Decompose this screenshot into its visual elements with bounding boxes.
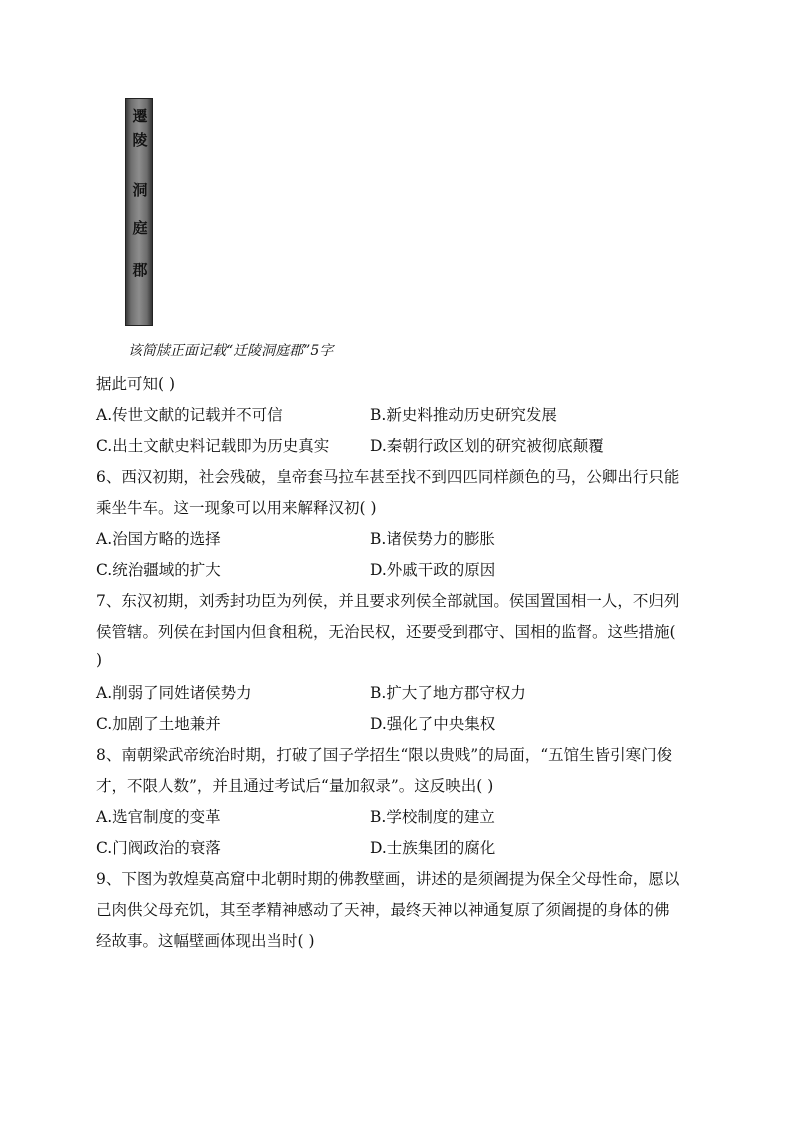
q6-option-b: B.诸侯势力的膨胀: [370, 530, 495, 548]
q5-option-c: C.出土文献史料记载即为历史真实: [96, 437, 330, 455]
q6-stem-line2: 乘坐牛车。这一现象可以用来解释汉初( ): [96, 499, 377, 517]
q8-option-a: A.选官制度的变革: [96, 808, 221, 826]
slip-char-1: 遷: [132, 107, 148, 125]
q7-option-c: C.加剧了土地兼并: [96, 715, 221, 733]
q6-stem-line1: 6、西汉初期，社会残破，皇帝套马拉车甚至找不到四匹同样颜色的马，公卿出行只能: [96, 468, 680, 486]
q7-option-a: A.削弱了同姓诸侯势力: [96, 684, 252, 702]
q5-option-a: A.传世文献的记载并不可信: [96, 406, 283, 424]
bamboo-slip-image: [125, 98, 153, 326]
image-caption: 该简牍正面记载“迁陵洞庭郡”5字: [128, 343, 334, 359]
slip-char-4: 庭: [132, 219, 148, 237]
q9-stem-line3: 经故事。这幅壁画体现出当时( ): [96, 932, 315, 950]
q8-option-c: C.门阀政治的衰落: [96, 839, 221, 857]
q6-option-d: D.外戚干政的原因: [370, 561, 496, 579]
slip-char-5: 郡: [132, 261, 148, 279]
q5-option-b: B.新史料推动历史研究发展: [370, 406, 557, 424]
q8-stem-line2: 才，不限人数”，并且通过考试后“量加叙录”。这反映出( ): [96, 777, 494, 795]
slip-char-2: 陵: [132, 131, 148, 149]
q8-stem-line1: 8、南朝梁武帝统治时期，打破了国子学招生“限以贵贱”的局面，“五馆生皆引寒门俊: [96, 746, 673, 764]
q9-stem-line2: 己肉供父母充饥，其至孝精神感动了天神，最终天神以神通复原了须阇提的身体的佛: [96, 901, 670, 919]
q7-stem-line1: 7、东汉初期，刘秀封功臣为列侯，并且要求列侯全部就国。侯国置国相一人，不归列: [96, 592, 680, 610]
q9-stem-line1: 9、下图为敦煌莫高窟中北朝时期的佛教壁画，讲述的是须阇提为保全父母性命，愿以: [96, 870, 680, 888]
q8-option-d: D.士族集团的腐化: [370, 839, 496, 857]
q7-option-d: D.强化了中央集权: [370, 715, 496, 733]
q7-stem-line2: 侯管辖。列侯在封国内但食租税，无治民权，还要受到郡守、国相的监督。这些措施(: [96, 623, 676, 641]
q8-option-b: B.学校制度的建立: [370, 808, 495, 826]
slip-char-3: 洞: [132, 181, 148, 199]
q6-option-a: A.治国方略的选择: [96, 530, 221, 548]
q7-stem-line3: ): [96, 651, 103, 669]
q7-option-b: B.扩大了地方郡守权力: [370, 684, 526, 702]
q5-stem: 据此可知( ): [96, 375, 176, 393]
q5-option-d: D.秦朝行政区划的研究被彻底颠覆: [370, 437, 604, 455]
q6-option-c: C.统治疆域的扩大: [96, 561, 221, 579]
